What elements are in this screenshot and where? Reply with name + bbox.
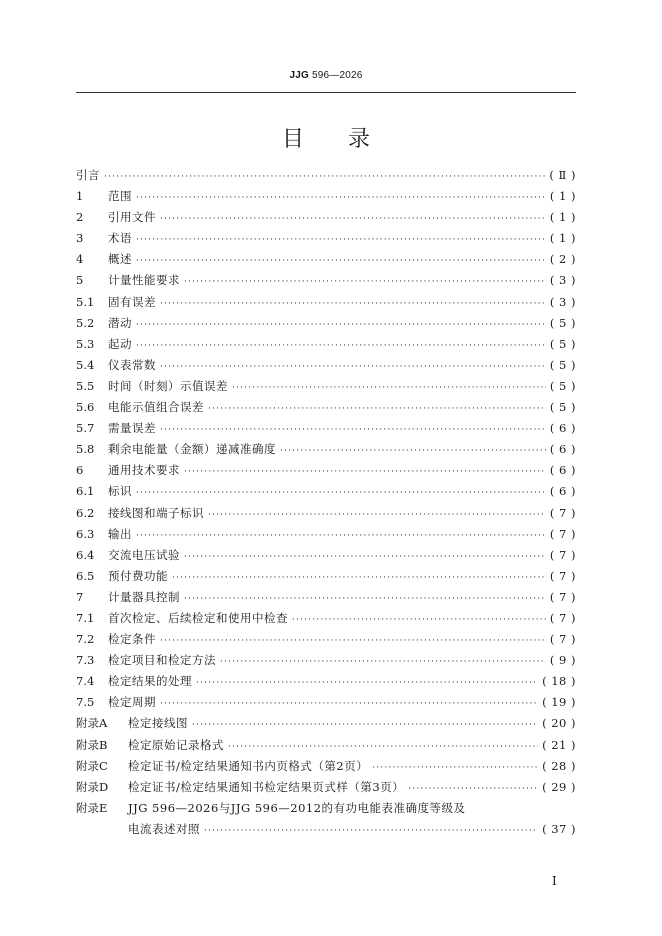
toc-entry[interactable] <box>76 798 576 819</box>
toc-dot-leader <box>160 294 546 315</box>
toc-entry-label: 检定结果的处理 <box>108 674 192 689</box>
toc-entry-number: 5.8 <box>76 442 95 457</box>
toc-entry-label: 引言 <box>76 168 100 182</box>
toc-entry[interactable] <box>76 608 576 629</box>
toc-entry-number: 1 <box>76 189 84 204</box>
toc-entry-label: 交流电压试验 <box>108 547 180 562</box>
toc-entry-number: 5.4 <box>76 357 95 372</box>
toc-entry-number: 7 <box>76 589 84 604</box>
toc-entry-label: 检定原始记录格式 <box>128 737 224 752</box>
toc-entry-label: 范围 <box>108 189 132 204</box>
toc-entry-page: ( 37 ) <box>542 821 576 836</box>
toc-entry[interactable] <box>76 481 576 502</box>
toc-entry-number: 7.2 <box>76 632 95 647</box>
toc-entry-number: 6.5 <box>76 568 95 583</box>
toc-dot-leader <box>136 251 546 272</box>
toc-entry-page: ( 7 ) <box>549 547 576 562</box>
toc-entry-number: 5.3 <box>76 336 95 351</box>
toc-entry[interactable] <box>76 228 576 249</box>
toc-entry-number: 7.1 <box>76 610 95 625</box>
toc-entry-number: 5.6 <box>76 400 95 415</box>
toc-entry[interactable] <box>76 735 576 756</box>
toc-entry-label: 电能示值组合误差 <box>108 400 204 415</box>
toc-entry-label: 检定条件 <box>108 632 156 647</box>
toc-dot-leader <box>160 357 546 378</box>
toc-entry-page: ( 19 ) <box>542 695 576 710</box>
toc-entry-number: 5 <box>76 273 84 288</box>
toc-entry[interactable] <box>76 777 576 798</box>
toc-dot-leader <box>292 610 546 631</box>
toc-entry[interactable] <box>76 207 576 228</box>
toc-entry-number: 7.3 <box>76 653 95 668</box>
toc-entry-number: 4 <box>76 252 84 267</box>
toc-entry[interactable] <box>76 249 576 270</box>
toc-entry-page: ( 6 ) <box>549 463 576 478</box>
toc-entry[interactable] <box>76 692 576 713</box>
toc-dot-leader <box>184 272 546 293</box>
toc-entry-page: ( 1 ) <box>549 210 576 225</box>
toc-dot-leader <box>184 547 546 568</box>
toc-entry-page: ( 6 ) <box>549 484 576 499</box>
toc-dot-leader <box>136 315 546 336</box>
toc-dot-leader <box>220 652 546 673</box>
toc-entry-label: 检定证书/检定结果通知书内页格式（第2页） <box>128 758 369 773</box>
toc-entry[interactable] <box>76 545 576 566</box>
toc-entry-page: ( 3 ) <box>549 294 576 309</box>
toc-dot-leader <box>196 673 538 694</box>
toc-entry[interactable] <box>76 503 576 524</box>
toc-entry-number: 5.2 <box>76 315 95 330</box>
toc-dot-leader <box>280 441 546 462</box>
toc-entry-page: ( 7 ) <box>549 632 576 647</box>
toc-dot-leader <box>160 209 546 230</box>
toc-entry-label: 计量器具控制 <box>108 589 180 604</box>
toc-entry-label: 接线图和端子标识 <box>108 505 204 520</box>
toc-dot-leader <box>160 694 538 715</box>
toc-entry[interactable] <box>76 376 576 397</box>
toc-entry[interactable] <box>76 819 576 840</box>
toc-entry-number: 附录E <box>76 800 108 815</box>
toc-entry-label: 检定接线图 <box>128 716 188 731</box>
toc-dot-leader <box>408 779 538 800</box>
toc-dot-leader <box>192 715 538 736</box>
toc-dot-leader <box>184 589 546 610</box>
toc-dot-leader <box>136 483 546 504</box>
toc-entry[interactable] <box>76 397 576 418</box>
toc-entry[interactable] <box>76 524 576 545</box>
toc-dot-leader <box>372 758 538 779</box>
toc-entry[interactable] <box>76 292 576 313</box>
toc-dot-leader <box>136 230 546 251</box>
toc-dot-leader <box>136 526 546 547</box>
toc-entry[interactable] <box>76 270 576 291</box>
toc-entry-page: ( 18 ) <box>542 674 576 689</box>
toc-dot-leader <box>160 420 546 441</box>
toc-entry-label: 固有误差 <box>108 294 156 309</box>
toc-entry-number: 3 <box>76 231 84 246</box>
toc-dot-leader <box>208 399 546 420</box>
toc-entry-page: ( 28 ) <box>542 758 576 773</box>
toc-entry-page: ( 1 ) <box>549 189 576 204</box>
toc-entry-label: 仪表常数 <box>108 357 156 372</box>
toc-entry-label: 输出 <box>108 526 132 541</box>
toc-entry-page: ( Ⅱ ) <box>549 168 576 182</box>
toc-entry-page: ( 7 ) <box>549 505 576 520</box>
page-number: I <box>552 874 557 888</box>
toc-entry-page: ( 5 ) <box>549 315 576 330</box>
toc-entry-label: 通用技术要求 <box>108 463 180 478</box>
toc-entry[interactable] <box>76 650 576 671</box>
toc-entry-page: ( 9 ) <box>549 653 576 668</box>
toc-entry-label: 检定项目和检定方法 <box>108 653 216 668</box>
toc-entry-number: 5.7 <box>76 421 95 436</box>
toc-dot-leader <box>172 568 546 589</box>
toc-entry-page: ( 5 ) <box>549 400 576 415</box>
toc-dot-leader <box>184 462 546 483</box>
toc-entry-page: ( 5 ) <box>549 357 576 372</box>
toc-entry-number: 5.1 <box>76 294 95 309</box>
toc-entry-page: ( 21 ) <box>542 737 576 752</box>
toc-entry-number: 6.4 <box>76 547 95 562</box>
toc-entry-number: 7.5 <box>76 695 95 710</box>
toc-entry-label: 首次检定、后续检定和使用中检查 <box>108 610 288 625</box>
toc-entry[interactable] <box>76 355 576 376</box>
toc-entry-label: 时间（时刻）示值误差 <box>108 378 228 393</box>
toc-entry[interactable] <box>76 334 576 355</box>
toc-entry-page: ( 3 ) <box>549 273 576 288</box>
toc-entry-number: 6.2 <box>76 505 95 520</box>
toc-entry-label: 计量性能要求 <box>108 273 180 288</box>
toc-entry-page: ( 7 ) <box>549 610 576 625</box>
toc-entry-page: ( 7 ) <box>549 526 576 541</box>
toc-entry-number: 附录B <box>76 737 108 752</box>
toc-entry-label: 电流表述对照 <box>128 821 200 836</box>
toc-entry[interactable] <box>76 566 576 587</box>
toc-dot-leader <box>104 167 545 188</box>
document-header <box>76 70 576 81</box>
toc-entry-page: ( 6 ) <box>549 421 576 436</box>
toc-entry-label: 标识 <box>108 484 132 499</box>
toc-entry-page: ( 5 ) <box>549 336 576 351</box>
toc-dot-leader <box>204 821 538 842</box>
toc-entry-page: ( 29 ) <box>542 779 576 794</box>
toc-entry-number: 2 <box>76 210 84 225</box>
toc-entry-label: 需量误差 <box>108 421 156 436</box>
toc-entry-page: ( 2 ) <box>549 252 576 267</box>
toc-entry-label: 起动 <box>108 336 132 351</box>
header-rule <box>76 92 576 93</box>
toc-entry[interactable] <box>76 671 576 692</box>
toc-entry-page: ( 20 ) <box>542 716 576 731</box>
toc-entry[interactable] <box>76 629 576 650</box>
header-code-prefix: JJG <box>289 70 309 81</box>
toc-dot-leader <box>228 737 538 758</box>
toc-entry-label: 检定证书/检定结果通知书检定结果页式样（第3页） <box>128 779 405 794</box>
toc-entry-number: 附录A <box>76 716 108 731</box>
table-of-contents <box>76 165 576 840</box>
header-code-rest: 596—2026 <box>309 70 363 81</box>
toc-dot-leader <box>136 336 546 357</box>
toc-entry-number: 6 <box>76 463 84 478</box>
toc-dot-leader <box>160 631 546 652</box>
toc-entry-label: 术语 <box>108 231 132 246</box>
toc-entry-label: JJG 596—2026与JJG 596—2012的有功电能表准确度等级及 <box>128 800 466 815</box>
toc-entry-number: 6.1 <box>76 484 95 499</box>
toc-entry-number: 5.5 <box>76 378 95 393</box>
toc-entry-page: ( 7 ) <box>549 589 576 604</box>
toc-entry-label: 引用文件 <box>108 210 156 225</box>
toc-entry-label: 潜动 <box>108 315 132 330</box>
toc-entry[interactable] <box>76 587 576 608</box>
toc-dot-leader <box>136 188 546 209</box>
toc-entry-label: 检定周期 <box>108 695 156 710</box>
toc-entry-page: ( 6 ) <box>549 442 576 457</box>
page-title: 目录 <box>281 127 414 152</box>
toc-entry-number: 附录C <box>76 758 108 773</box>
toc-entry[interactable] <box>76 186 576 207</box>
toc-entry[interactable] <box>76 460 576 481</box>
toc-entry[interactable] <box>76 418 576 439</box>
toc-entry-label: 剩余电能量（金额）递减准确度 <box>108 442 276 457</box>
toc-entry-label: 预付费功能 <box>108 568 168 583</box>
toc-dot-leader <box>208 505 546 526</box>
toc-entry[interactable] <box>76 713 576 734</box>
toc-entry-page: ( 5 ) <box>549 378 576 393</box>
toc-entry[interactable] <box>76 165 576 186</box>
toc-entry-number: 6.3 <box>76 526 95 541</box>
toc-entry[interactable] <box>76 439 576 460</box>
toc-entry-page: ( 1 ) <box>549 231 576 246</box>
toc-entry-number: 附录D <box>76 779 109 794</box>
toc-entry-page: ( 7 ) <box>549 568 576 583</box>
toc-entry[interactable] <box>76 313 576 334</box>
toc-entry-number: 7.4 <box>76 674 95 689</box>
toc-dot-leader <box>232 378 546 399</box>
toc-entry-label: 概述 <box>108 252 132 267</box>
toc-entry[interactable] <box>76 756 576 777</box>
